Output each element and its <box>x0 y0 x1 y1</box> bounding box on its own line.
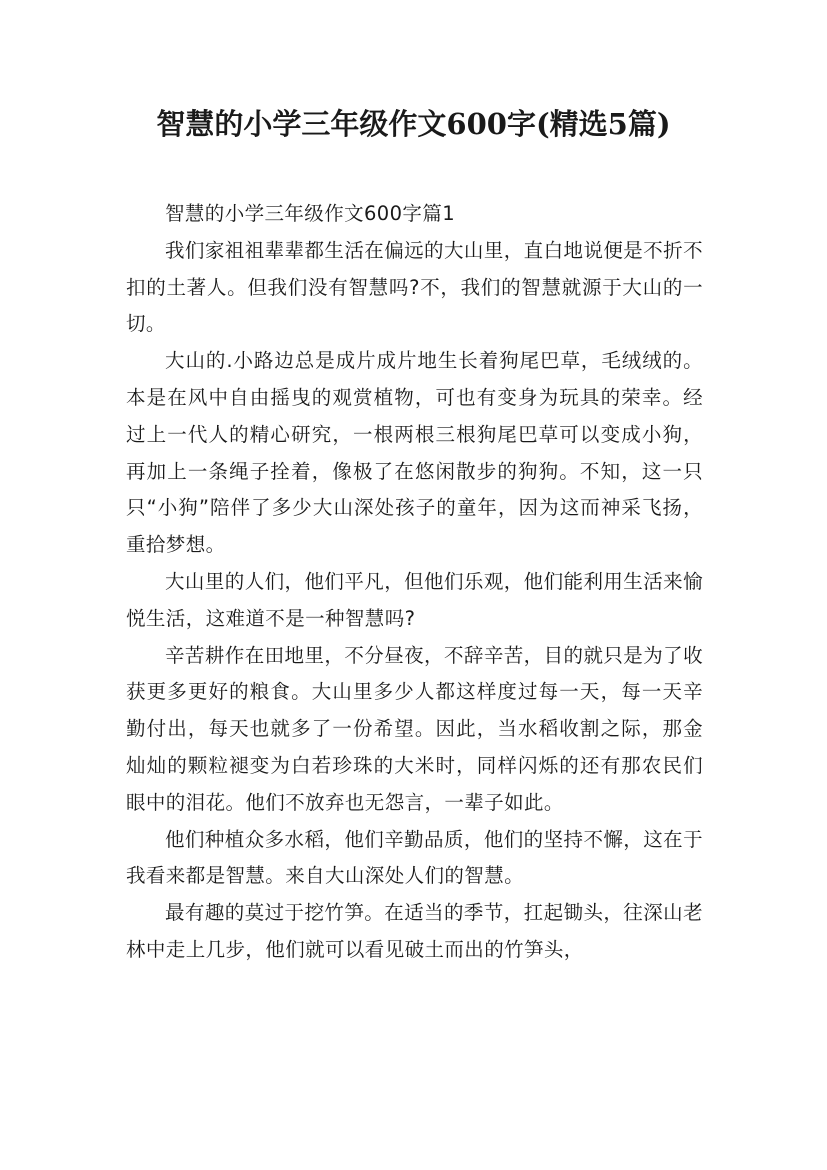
paragraph-4: 辛苦耕作在田地里，不分昼夜，不辞辛苦，目的就只是为了收获更多更好的粮食。大山里多少人都这样度过每一天，每一天辛勤付出，每天也就多了一份希望。因此，当水稻收割之际，那金灿灿的颗粒褪变为白若珍珠的大米时，同样闪烁的还有那农民们眼中的泪花。他们不放弃也无怨言，一辈子如此。 <box>126 643 703 814</box>
paragraph-2: 大山的.小路边总是成片成片地生长着狗尾巴草，毛绒绒的。本是在风中自由摇曳的观赏植物，可也有变身为玩具的荣幸。经过上一代人的精心研究，一根两根三根狗尾巴草可以变成小狗，再加上一条绳子拴着，像极了在悠闲散步的狗狗。不知，这一只只“小狗”陪伴了多少大山深处孩子的童年，因为这而神采飞扬，重拾梦想。 <box>126 349 703 557</box>
paragraph-6: 最有趣的莫过于挖竹笋。在适当的季节，扛起锄头，往深山老林中走上几步，他们就可以看见破土而出的竹笋头， <box>126 901 703 961</box>
paragraph-3: 大山里的人们，他们平凡，但他们乐观，他们能利用生活来愉悦生活，这难道不是一种智慧吗? <box>126 569 703 630</box>
section-heading: 智慧的小学三年级作文600字篇1 <box>165 202 456 225</box>
document-title: 智慧的小学三年级作文600字(精选5篇) <box>156 107 671 141</box>
paragraph-5: 他们种植众多水稻，他们辛勤品质，他们的坚持不懈，这在于我看来都是智慧。来自大山深处人们的智慧。 <box>126 827 703 888</box>
paragraph-1: 我们家祖祖辈辈都生活在偏远的大山里，直白地说便是不折不扣的土著人。但我们没有智慧吗?不，我们的智慧就源于大山的一切。 <box>126 238 703 336</box>
document-body <box>126 196 703 969</box>
